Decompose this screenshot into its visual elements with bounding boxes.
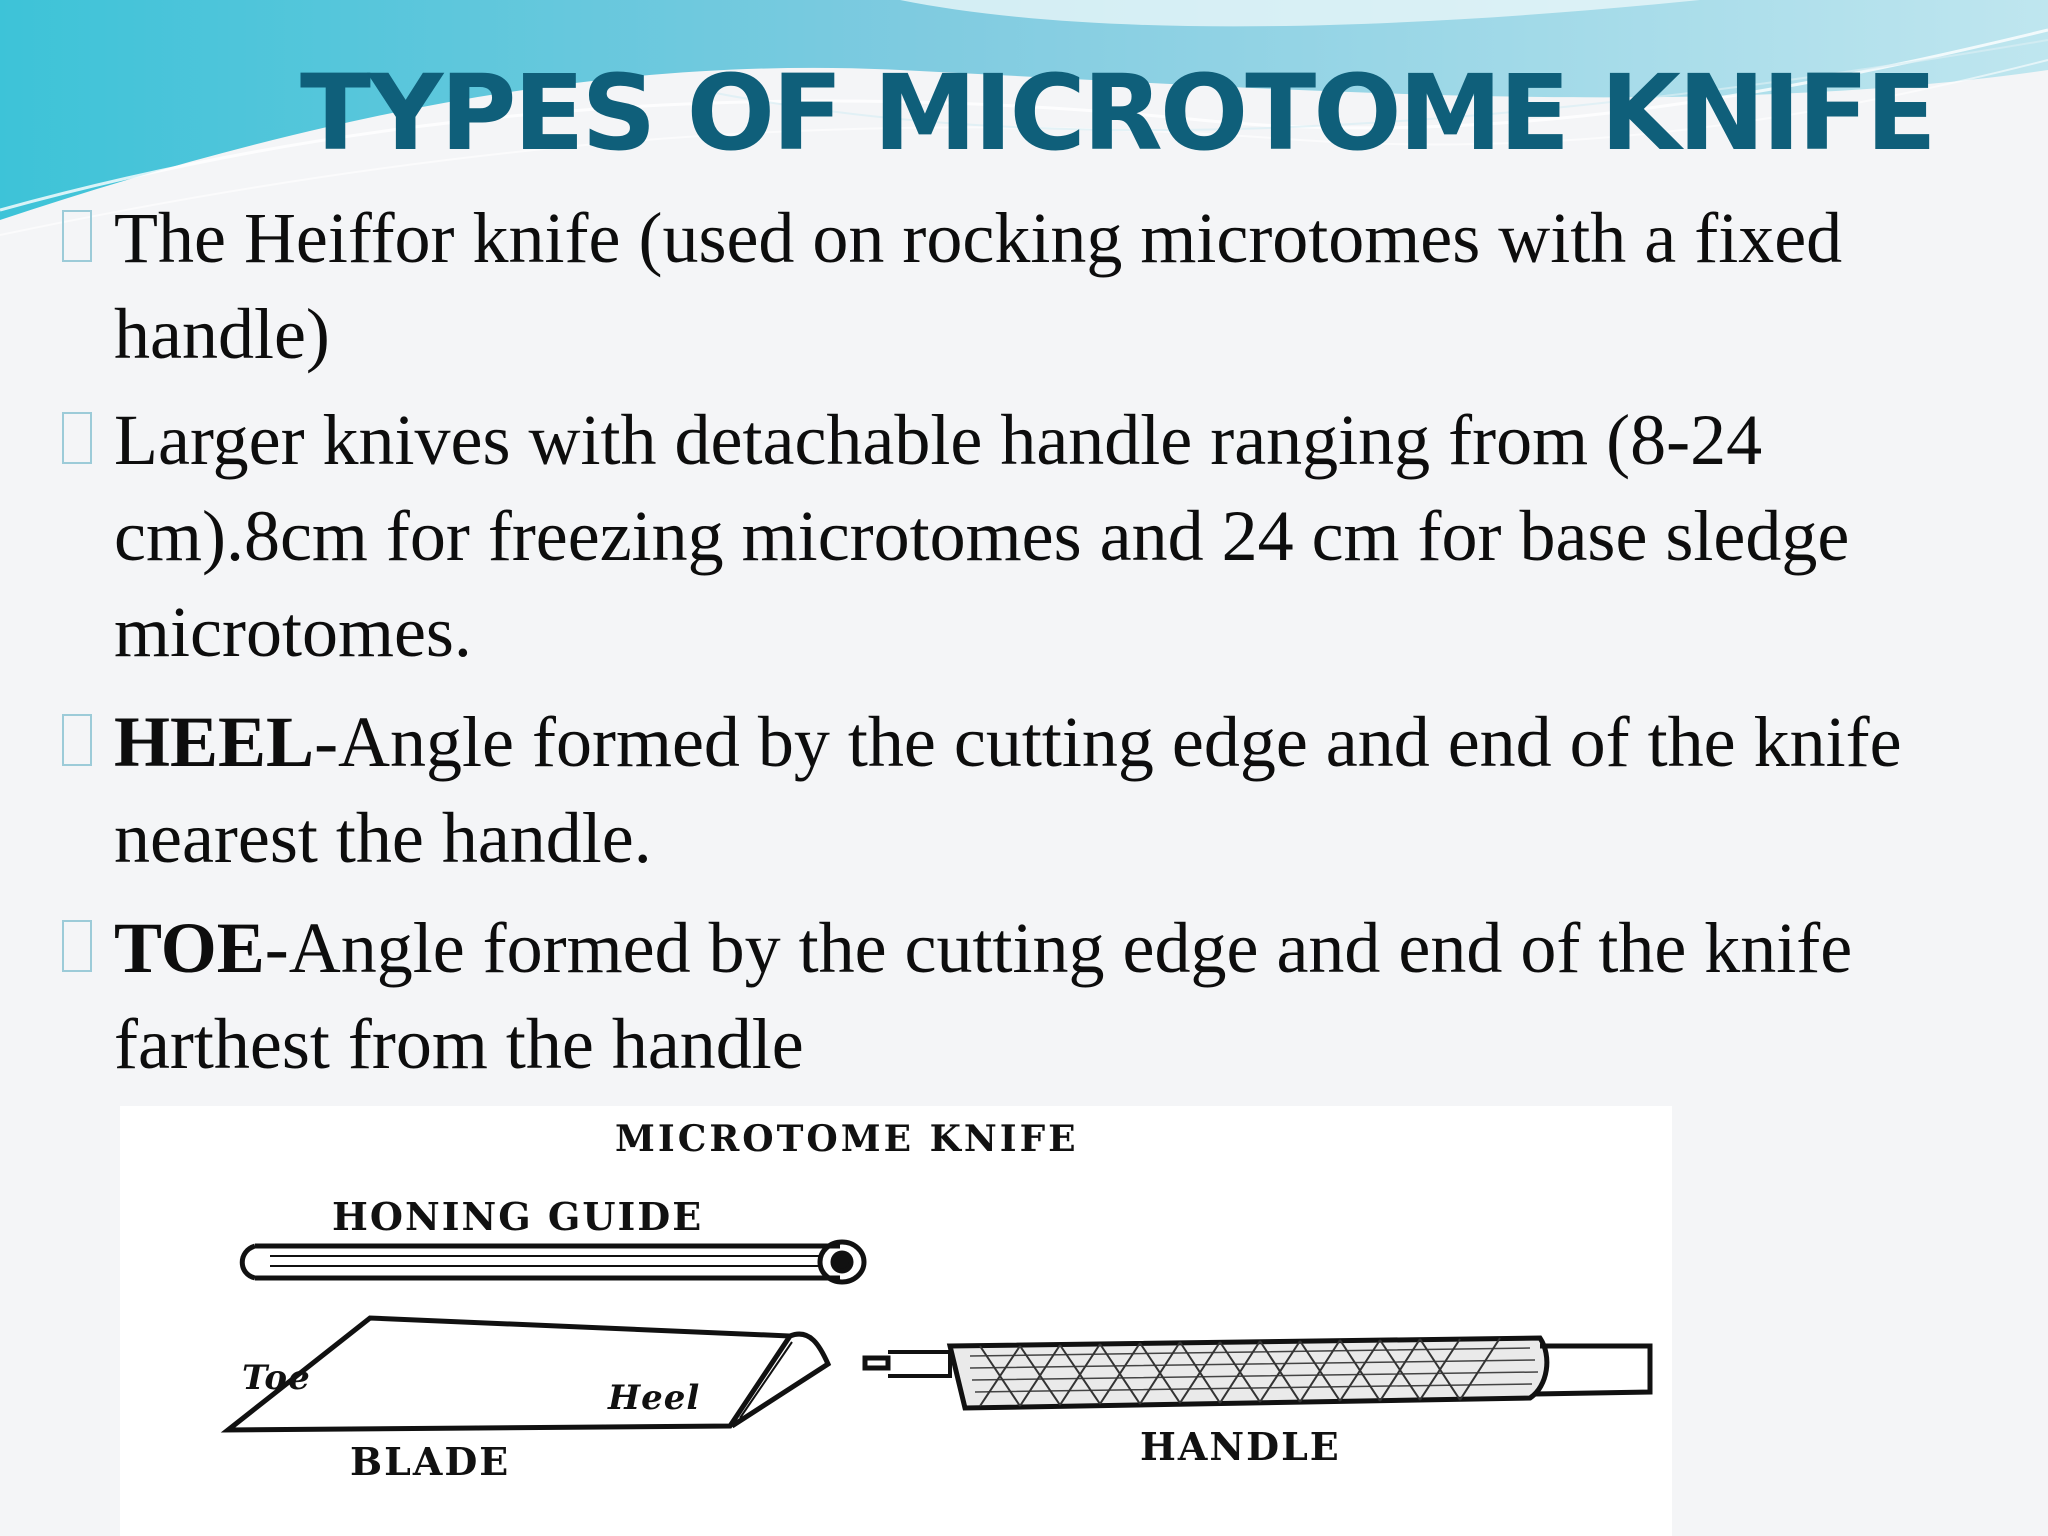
handle-drawing [865, 1338, 1650, 1408]
definition-toe: -Angle formed by the cutting edge and end of the knife farthest from the handle [114, 908, 1853, 1084]
bullet-text: Larger knives with detachable handle ranging from (8-24 cm).8cm for freezing microtomes and 24 cm for base sledge microtomes. [114, 400, 1850, 672]
bullet-item [62, 900, 1992, 1092]
handle-label: HANDLE [1140, 1424, 1341, 1469]
bullet-marker-icon [62, 412, 92, 464]
term-toe: TOE [114, 908, 265, 988]
definition-heel: -Angle formed by the cutting edge and end of the knife nearest the handle. [114, 702, 1902, 878]
bullet-text [114, 694, 1992, 886]
honing-guide-label: HONING GUIDE [332, 1194, 704, 1239]
term-heel: HEEL [114, 702, 315, 782]
toe-label: Toe [242, 1358, 311, 1398]
microtome-knife-diagram [120, 1106, 1672, 1536]
bullet-marker-icon [62, 210, 92, 262]
bullet-text: The Heiffor knife (used on rocking microtomes with a fixed handle) [114, 198, 1843, 374]
heel-label: Heel [608, 1378, 701, 1418]
bullet-item [62, 392, 1992, 680]
bullet-item [62, 694, 1992, 886]
blade-label: BLADE [350, 1439, 511, 1484]
slide-title: TYPES OF MICROTOME KNIFE [300, 52, 1934, 174]
bullet-marker-icon [62, 714, 92, 766]
bullet-marker-icon [62, 920, 92, 972]
bullet-list [62, 190, 1992, 1092]
bullet-item [62, 190, 1992, 382]
bullet-text [114, 900, 1992, 1092]
diagram-title: MICROTOME KNIFE [615, 1118, 1079, 1160]
honing-guide-drawing [242, 1242, 864, 1282]
blade-drawing [228, 1318, 828, 1430]
